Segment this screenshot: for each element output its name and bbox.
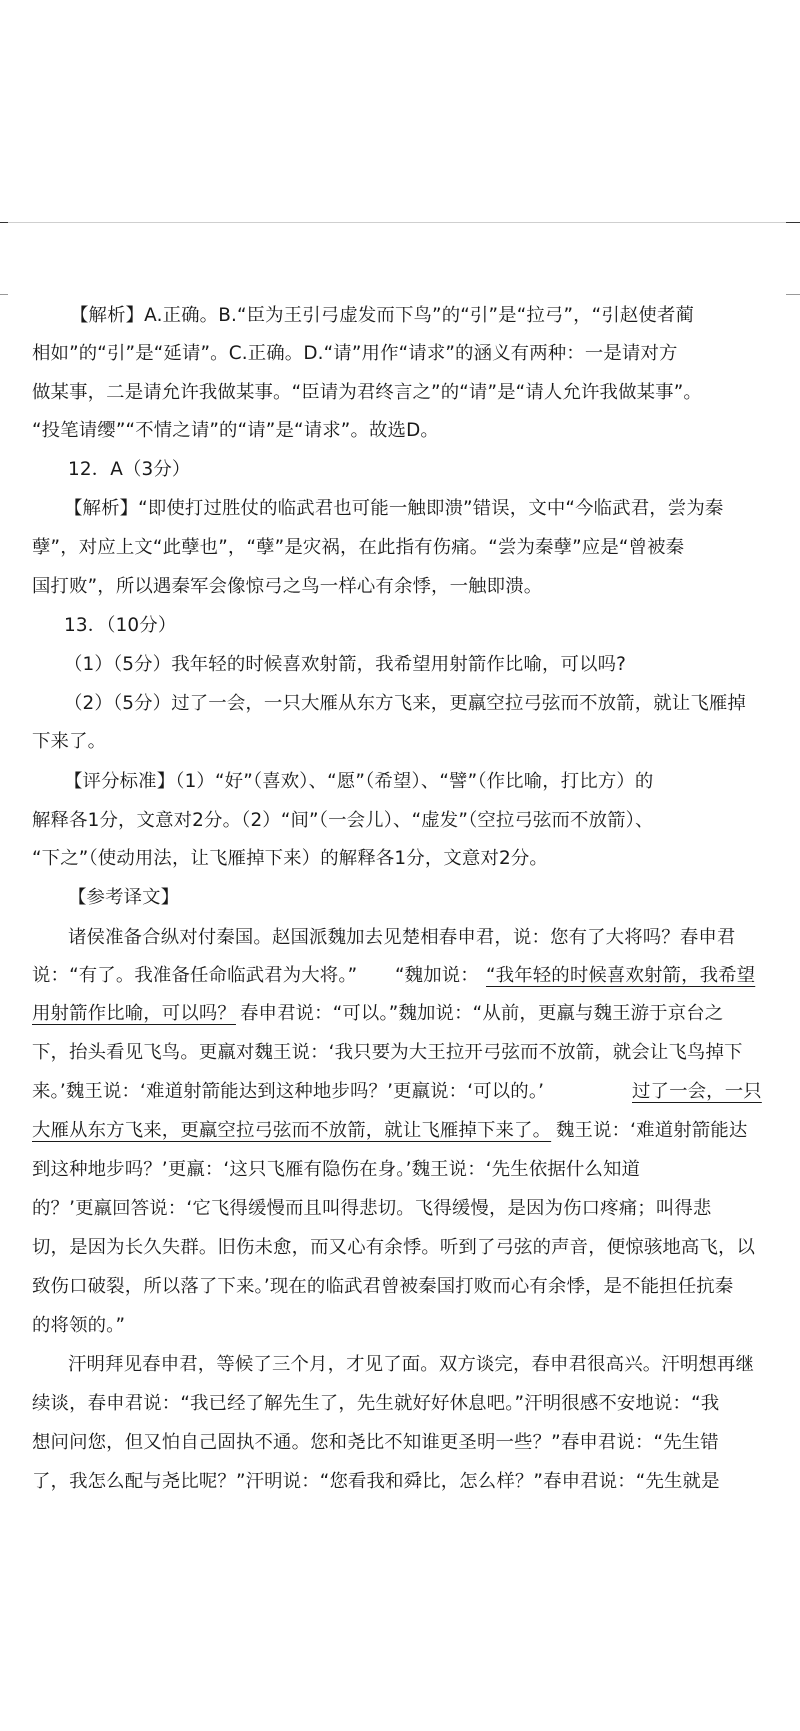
margin-tick-right-top xyxy=(786,222,800,223)
text-line: 来。’魏王说：‘难道射箭能达到这种地步吗？’更羸说：‘可以的。’ xyxy=(32,1081,545,1102)
text-line: 魏王说：‘难道射箭能达 xyxy=(556,1120,748,1141)
text-line: 致伤口破裂，所以落了下来。’现在的临武君曾被秦国打败而心有余悸，是不能担任抗秦 xyxy=(32,1276,734,1297)
text-line: “下之”（使动用法，让飞雁掉下来）的解释各1分，文意对2分。 xyxy=(32,848,548,869)
margin-tick-right-bottom xyxy=(786,294,800,295)
margin-tick-left-top xyxy=(0,222,8,223)
text-line: 孽”，对应上文“此孽也”，“孽”是灾祸，在此指有伤痛。“尝为秦孽”应是“曾被秦 xyxy=(32,537,685,558)
margin-tick-left-bottom xyxy=(0,294,8,295)
underlined-text: 用射箭作比喻，可以吗？ xyxy=(32,1003,236,1024)
text-line: 的？’更羸回答说：‘它飞得缓慢而且叫得悲切。飞得缓慢，是因为伤口疼痛；叫得悲 xyxy=(32,1198,712,1219)
text-line: 续谈，春申君说：“我已经了解先生了，先生就好好休息吧。”汗明很感不安地说：“我 xyxy=(32,1393,720,1414)
question-number: 12．A（3分） xyxy=(68,459,191,480)
text-line: 下，抬头看见飞鸟。更羸对魏王说：‘我只要为大王拉开弓弦而不放箭，就会让飞鸟掉下 xyxy=(32,1042,743,1063)
text-line: 【解析】“即使打过胜仗的临武君也可能一触即溃”错误，文中“今临武君，尝为秦 xyxy=(64,498,724,519)
section-heading: 【参考译文】 xyxy=(68,887,180,908)
question-number: 13．（10分） xyxy=(64,615,177,636)
text-line: 解释各1分，文意对2分。（2）“间”（一会儿）、“虚发”（空拉弓弦而不放箭）、 xyxy=(32,810,654,831)
text-line: 说：“有了。我准备任命临武君为大将。” xyxy=(32,965,358,986)
text-line: 到这种地步吗？’更羸：‘这只飞雁有隐伤在身。’魏王说：‘先生依据什么知道 xyxy=(32,1159,641,1180)
text-line: 做某事，二是请允许我做某事。“臣请为君终言之”的“请”是“请人允许我做某事”。 xyxy=(32,382,702,403)
text-line: 【解析】A.正确。B.“臣为王引弓虚发而下鸟”的“引”是“拉弓”，“引赵使者蔺 xyxy=(70,305,695,326)
text-line: “魏加说： xyxy=(395,965,479,986)
text-line: 了，我怎么配与尧比呢？”汗明说：“您看我和舜比，怎么样？”春申君说：“先生就是 xyxy=(32,1471,720,1492)
text-line: （1）（5分）我年轻的时候喜欢射箭，我希望用射箭作比喻，可以吗? xyxy=(64,654,627,675)
text-line: “投笔请缨”“不情之请”的“请”是“请求”。故选D。 xyxy=(32,420,439,441)
text-line: 汗明拜见春申君，等候了三个月，才见了面。双方谈完，春申君很高兴。汗明想再继 xyxy=(68,1354,755,1375)
underlined-text: “我年轻的时候喜欢射箭，我希望 xyxy=(486,965,756,986)
text-line: 春申君说：“可以。”魏加说：“从前，更羸与魏王游于京台之 xyxy=(240,1003,724,1024)
text-line: 下来了。 xyxy=(32,731,107,752)
text-line: 【评分标准】（1）“好”（喜欢）、“愿”（希望）、“譬”（作比喻，打比方）的 xyxy=(64,771,654,792)
text-line: 国打败”，所以遇秦军会像惊弓之鸟一样心有余悸，一触即溃。 xyxy=(32,576,543,597)
page-top-rule xyxy=(0,222,800,223)
text-line: 的将领的。” xyxy=(32,1315,126,1336)
text-line: 切，是因为长久失群。旧伤未愈，而又心有余悸。听到了弓弦的声音，便惊骇地高飞，以 xyxy=(32,1237,756,1258)
text-line: 相如”的“引”是“延请”。C.正确。D.“请”用作“请求”的涵义有两种：一是请对方 xyxy=(32,343,678,364)
text-line: 想问问您，但又怕自己固执不通。您和尧比不知谁更圣明一些？”春申君说：“先生错 xyxy=(32,1432,719,1453)
underlined-text: 过了一会，一只 xyxy=(632,1081,762,1102)
text-line: 诸侯准备合纵对付秦国。赵国派魏加去见楚相春申君，说：您有了大将吗？春申君 xyxy=(68,927,736,948)
underlined-text: 大雁从东方飞来，更羸空拉弓弦而不放箭，就让飞雁掉下来了。 xyxy=(32,1120,552,1141)
text-line: （2）（5分）过了一会，一只大雁从东方飞来，更羸空拉弓弦而不放箭，就让飞雁掉 xyxy=(64,693,746,714)
